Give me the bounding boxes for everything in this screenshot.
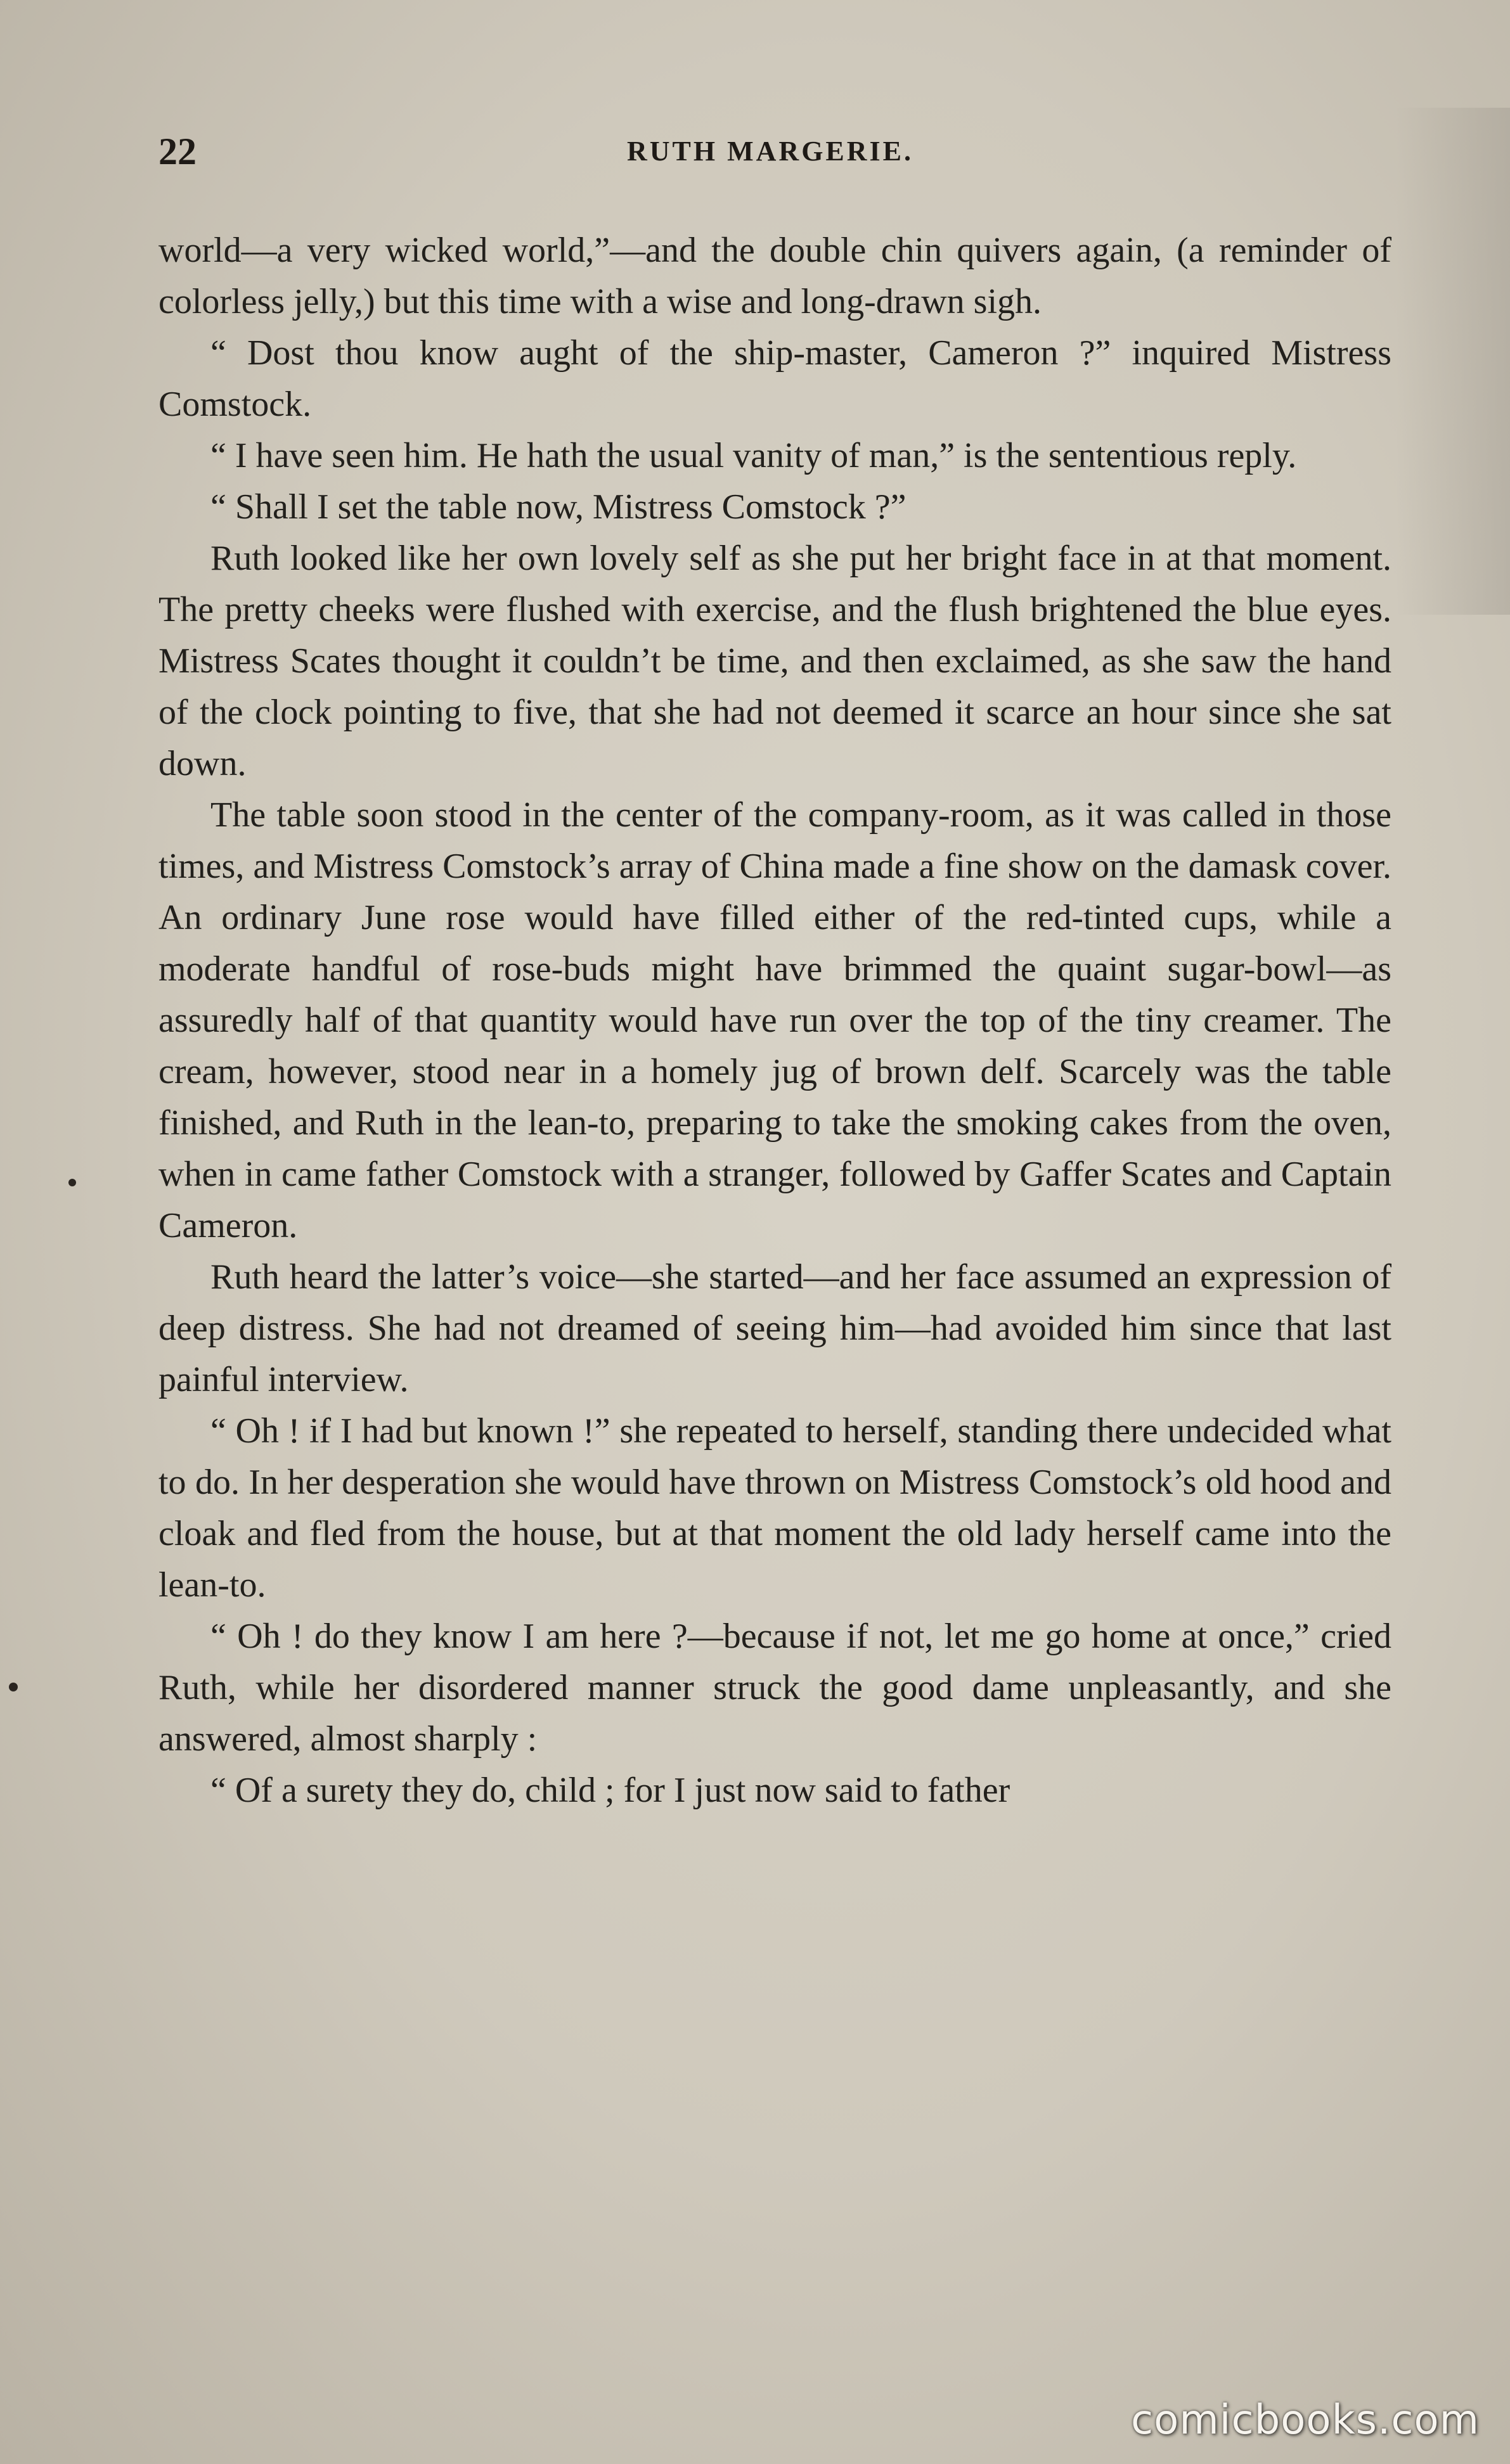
watermark: comicbooks.com	[1130, 2397, 1480, 2444]
paragraph: “ Oh ! if I had but known !” she repeated to herself, standing there undecided what to do. In her desperation she would have thrown on Mistress Comstock’s old hood and cloak and fled from the house, but at that moment the old lady herself came into the lean-to.	[158, 1411, 1391, 1605]
paragraph: “ Oh ! do they know I am here ?—because if not, let me go home at once,” cried Ruth, while her disordered manner struck the good dame unpleasantly, and she answered, almost sharply :	[158, 1617, 1391, 1759]
paragraph: Ruth heard the latter’s voice—she started—and her face assumed an expression of deep distress. She had not dreamed of seeing him—had avoided him since that last painful interview.	[158, 1257, 1391, 1399]
paragraph: “ Of a surety they do, child ; for I just now said to father	[210, 1771, 1010, 1810]
page-header	[158, 130, 1382, 181]
body-text	[158, 225, 1391, 1816]
ink-speck	[9, 1683, 18, 1691]
paragraph: “ I have seen him. He hath the usual vanity of man,” is the sententious reply.	[210, 436, 1297, 475]
paragraph: Ruth looked like her own lovely self as she put her bright face in at that moment. The pretty cheeks were flushed with exercise, and the flush brightened the blue eyes. Mistress Scates thought it couldn’t be time, and then exclaimed, as she saw the hand of the clock pointing to five, that she had not deemed it scarce an hour since she sat down.	[158, 539, 1391, 783]
paragraph: The table soon stood in the center of the company-room, as it was called in those times, and Mistress Comstock’s array of China made a fine show on the damask cover. An ordinary June rose would have filled either of the red-tinted cups, while a moderate handful of rose-buds might have brimmed the quaint sugar-bowl—as assuredly half of that quantity would have run over the top of the tiny creamer. The cream, however, stood near in a homely jug of brown delf. Scarcely was the table finished, and Ruth in the lean-to, preparing to take the smoking cakes from the oven, when in came father Comstock with a stranger, followed by Gaffer Scates and Captain Cameron.	[158, 795, 1391, 1245]
paragraph: world—a very wicked world,”—and the double chin quivers again, (a reminder of colorless jelly,) but this time with a wise and long-drawn sigh.	[158, 231, 1391, 321]
paragraph: “ Dost thou know aught of the ship-master, Cameron ?” inquired Mistress Comstock.	[158, 333, 1391, 424]
paragraph: “ Shall I set the table now, Mistress Comstock ?”	[210, 487, 907, 527]
running-head: RUTH MARGERIE.	[626, 136, 914, 167]
show-through-shadow	[1396, 108, 1510, 615]
page-number: 22	[158, 131, 197, 172]
ink-speck	[68, 1179, 76, 1186]
